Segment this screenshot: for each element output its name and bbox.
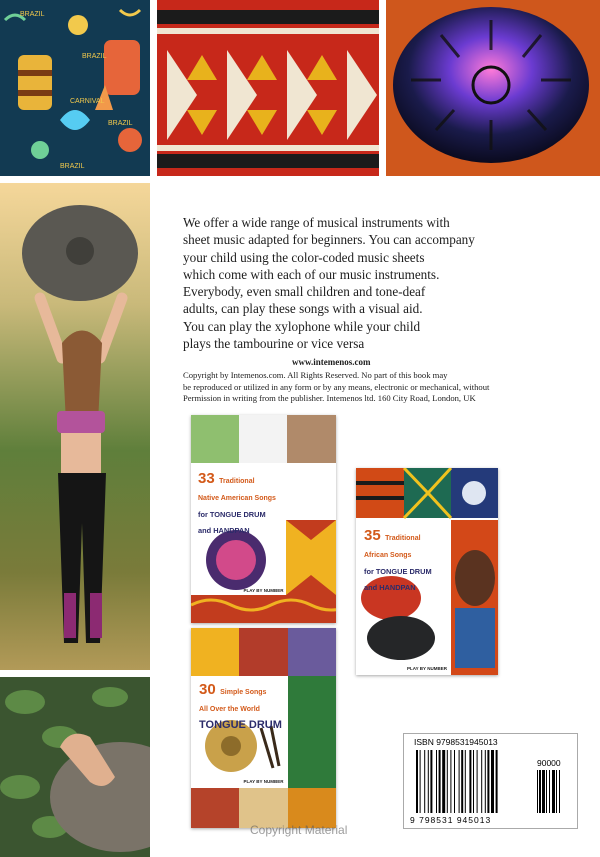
book-title-line: Native American Songs	[198, 494, 276, 502]
book-title	[198, 471, 276, 538]
description-line: plays the tambourine or vice versa	[183, 336, 365, 352]
carnival-drum-icon	[104, 40, 140, 95]
pattern-word: BRAZIL	[108, 120, 133, 127]
book-footer: PLAY BY NUMBER	[407, 666, 447, 671]
description-text	[183, 214, 523, 352]
book-title-line: Traditional	[219, 478, 255, 485]
book-footer: PLAY BY NUMBER	[243, 779, 284, 784]
pattern-word: CARNIVAL	[70, 98, 105, 105]
watermark: Copyright Material	[250, 823, 348, 837]
pattern-word: BRAZIL	[20, 11, 45, 18]
book-title-line: TONGUE DRUM	[199, 718, 282, 731]
description-line: which come with each of our music instruments.	[183, 266, 440, 282]
book-cover-african	[356, 468, 498, 675]
isbn-label: ISBN 9798531945013	[414, 737, 498, 747]
copyright-line: be reproduced or utilized in any form or by any means, electronic or mechanical, without	[183, 381, 490, 392]
description-line: your child using the color-coded music sheets	[183, 249, 425, 265]
book-title-line: for TONGUE DRUM	[364, 566, 432, 576]
price-code: 90000	[537, 758, 561, 768]
book-title-line: and HANDPAN	[364, 583, 416, 593]
book-footer: PLAY BY NUMBER	[243, 588, 284, 593]
description-line: sheet music adapted for beginners. You can accompany	[183, 232, 475, 248]
portrait-icon	[455, 550, 495, 606]
book-title-line: Traditional	[385, 535, 421, 542]
pattern-word: BRAZIL	[82, 53, 107, 60]
hand-on-handpan-photo	[0, 677, 150, 857]
description-line: We offer a wide range of musical instruments with	[183, 215, 450, 230]
isbn-barcode	[403, 733, 578, 829]
book-title	[364, 528, 432, 595]
copyright-line: Copyright by Intemenos.com. All Rights Reserved. No part of this book may	[183, 370, 448, 380]
handpan-icon	[367, 616, 435, 660]
isbn-digits: 9 798531 945013	[410, 815, 492, 825]
book-cover-native-american	[191, 415, 336, 623]
book-title-line: and HANDPAN	[198, 526, 250, 536]
book-title	[199, 682, 282, 732]
book-cover-simple-songs	[191, 628, 336, 828]
description-line: Everybody, even small children and tone-deaf	[183, 284, 426, 300]
copyright-notice	[183, 370, 543, 405]
book-title-line: for TONGUE DRUM	[198, 509, 266, 519]
book-number: 30	[199, 681, 216, 698]
book-title-line: All Over the World	[199, 705, 260, 713]
pattern-word: BRAZIL	[60, 163, 85, 170]
book-number: 33	[198, 470, 215, 487]
book-number: 35	[364, 527, 381, 544]
carnival-drum-icon	[18, 55, 52, 110]
book-title-line: Simple Songs	[220, 689, 267, 696]
woman-with-handpan-photo	[0, 183, 150, 670]
galaxy-tongue-drum-photo	[386, 0, 600, 176]
description-line: adults, can play these songs with a visual aid.	[183, 301, 423, 317]
book-title-line: African Songs	[364, 551, 412, 559]
woven-textile-photo	[157, 0, 379, 176]
description-line: You can play the xylophone while your child	[183, 318, 421, 334]
copyright-line: Permission in writing from the publisher. Intemenos ltd. 160 City Road, London, UK	[183, 393, 476, 403]
carnival-pattern-photo	[0, 0, 150, 176]
website-url: www.intemenos.com	[292, 357, 371, 367]
